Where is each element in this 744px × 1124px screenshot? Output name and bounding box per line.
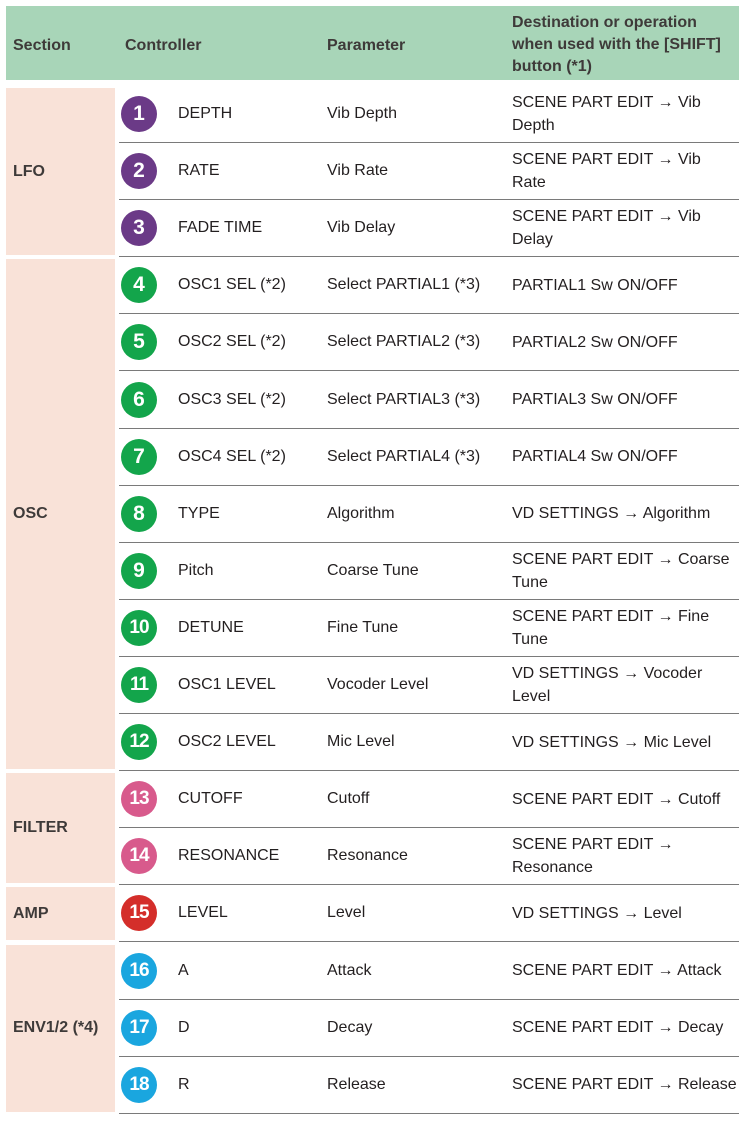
- controller-number-badge: 3: [121, 210, 157, 246]
- controller-number-badge: 1: [121, 96, 157, 132]
- parameter-name: Vib Depth: [327, 105, 397, 122]
- destination-text: VD SETTINGS → Algorithm: [512, 505, 711, 523]
- controller-number-badge: 8: [121, 496, 157, 532]
- controller-name: DEPTH: [178, 105, 233, 122]
- destination-text: SCENE PART EDIT → Vib Depth: [512, 94, 701, 134]
- destination-text: SCENE PART EDIT → Attack: [512, 962, 722, 979]
- table-row: [119, 257, 739, 314]
- header-destination: Destination or operation when used with the [SHIFT] button (*1): [512, 14, 721, 75]
- controller-number-badge: 15: [121, 895, 157, 931]
- controller-number-badge: 13: [121, 781, 157, 817]
- table-row: [119, 372, 739, 429]
- parameter-name: Vib Delay: [327, 219, 396, 237]
- controller-number-badge: 4: [121, 267, 157, 303]
- controller-number-badge: 12: [121, 724, 157, 760]
- parameter-name: Select PARTIAL1 (*3): [327, 276, 481, 294]
- table-row: [119, 86, 739, 143]
- table-row: [119, 828, 739, 885]
- destination-text: PARTIAL3 Sw ON/OFF: [512, 391, 678, 408]
- destination-text: VD SETTINGS → Level: [512, 904, 682, 922]
- section-cell: [6, 945, 115, 1112]
- controller-number-badge: 7: [121, 439, 157, 475]
- controller-name: A: [178, 961, 189, 979]
- table-row: [119, 429, 739, 486]
- controller-name: OSC4 SEL (*2): [178, 447, 286, 465]
- controller-name: OSC1 LEVEL: [178, 676, 276, 693]
- parameter-name: Fine Tune: [327, 618, 399, 636]
- section-label: LFO: [13, 162, 45, 180]
- parameter-name: Vocoder Level: [327, 676, 429, 693]
- destination-text: SCENE PART EDIT → Cutoff: [512, 790, 721, 808]
- controller-number-badge: 11: [121, 667, 157, 703]
- section-label: ENV1/2 (*4): [13, 1019, 99, 1037]
- parameter-name: Attack: [327, 961, 372, 979]
- section-cell: [6, 773, 115, 883]
- header-section: Section: [13, 37, 71, 54]
- table-row: [119, 143, 739, 200]
- parameter-name: Level: [327, 904, 366, 922]
- section-label: FILTER: [13, 819, 68, 837]
- parameter-name: Cutoff: [327, 790, 370, 808]
- controller-number-badge: 9: [121, 553, 157, 589]
- table-row: [119, 314, 739, 371]
- destination-text: SCENE PART EDIT → Decay: [512, 1019, 724, 1037]
- destination-text: SCENE PART EDIT → Vib Rate: [512, 151, 701, 192]
- controller-name: TYPE: [178, 504, 220, 522]
- controller-number-badge: 14: [121, 838, 157, 874]
- parameter-name: Resonance: [327, 847, 408, 865]
- destination-text: VD SETTINGS → Mic Level: [512, 733, 712, 751]
- controller-name: OSC2 LEVEL: [178, 733, 276, 751]
- section-label: OSC: [13, 505, 48, 523]
- destination-text: VD SETTINGS → Vocoder Level: [512, 665, 703, 705]
- section-cell: [6, 259, 115, 769]
- destination-text: SCENE PART EDIT → Fine Tune: [512, 607, 710, 648]
- destination-text: PARTIAL2 Sw ON/OFF: [512, 333, 678, 351]
- destination-text: SCENE PART EDIT → Coarse Tune: [512, 550, 730, 591]
- section-label: AMP: [13, 904, 49, 922]
- controller-number-badge: 2: [121, 153, 157, 189]
- parameter-name: Release: [327, 1075, 386, 1093]
- table-row: [119, 600, 739, 657]
- table-row: [119, 1000, 739, 1057]
- controller-name: DETUNE: [178, 618, 244, 636]
- controller-number-badge: 6: [121, 382, 157, 418]
- controller-number-badge: 17: [121, 1010, 157, 1046]
- controller-name: OSC2 SEL (*2): [178, 333, 286, 351]
- header-parameter: Parameter: [327, 37, 406, 54]
- controller-name: RESONANCE: [178, 847, 280, 865]
- table-row: [119, 943, 739, 1000]
- section-cell: [6, 88, 115, 255]
- controller-number-badge: 18: [121, 1067, 157, 1103]
- destination-text: SCENE PART EDIT → Resonance: [512, 836, 674, 877]
- parameter-name: Decay: [327, 1018, 373, 1036]
- controller-name: R: [178, 1075, 190, 1093]
- controller-name: OSC3 SEL (*2): [178, 390, 286, 408]
- controller-number-badge: 16: [121, 953, 157, 989]
- table-row: [119, 714, 739, 771]
- controller-table: [6, 6, 739, 1095]
- controller-name: CUTOFF: [178, 790, 243, 808]
- parameter-name: Coarse Tune: [327, 561, 419, 579]
- controller-name: RATE: [178, 162, 220, 180]
- controller-name: FADE TIME: [178, 219, 263, 237]
- header-controller: Controller: [125, 37, 202, 54]
- table-header: [6, 6, 739, 80]
- parameter-name: Mic Level: [327, 733, 395, 751]
- controller-number-badge: 5: [121, 324, 157, 360]
- table-row: [119, 486, 739, 543]
- controller-name: LEVEL: [178, 904, 228, 922]
- destination-text: SCENE PART EDIT → Release: [512, 1076, 737, 1094]
- parameter-name: Vib Rate: [327, 162, 389, 180]
- controller-number-badge: 10: [121, 610, 157, 646]
- destination-text: PARTIAL4 Sw ON/OFF: [512, 448, 678, 466]
- table-row: [119, 771, 739, 828]
- parameter-name: Select PARTIAL4 (*3): [327, 447, 481, 465]
- section-cell: [6, 887, 115, 940]
- table-row: [119, 543, 739, 600]
- destination-text: SCENE PART EDIT → Vib Delay: [512, 208, 701, 249]
- controller-name: OSC1 SEL (*2): [178, 276, 286, 294]
- table-row: [119, 657, 739, 714]
- table-row: [119, 885, 739, 942]
- destination-text: PARTIAL1 Sw ON/OFF: [512, 276, 678, 294]
- table-row: [119, 1057, 739, 1114]
- controller-name: Pitch: [178, 561, 214, 579]
- parameter-name: Select PARTIAL3 (*3): [327, 390, 481, 408]
- parameter-name: Select PARTIAL2 (*3): [327, 333, 481, 351]
- parameter-name: Algorithm: [327, 504, 395, 522]
- controller-name: D: [178, 1018, 190, 1036]
- table-row: [119, 200, 739, 257]
